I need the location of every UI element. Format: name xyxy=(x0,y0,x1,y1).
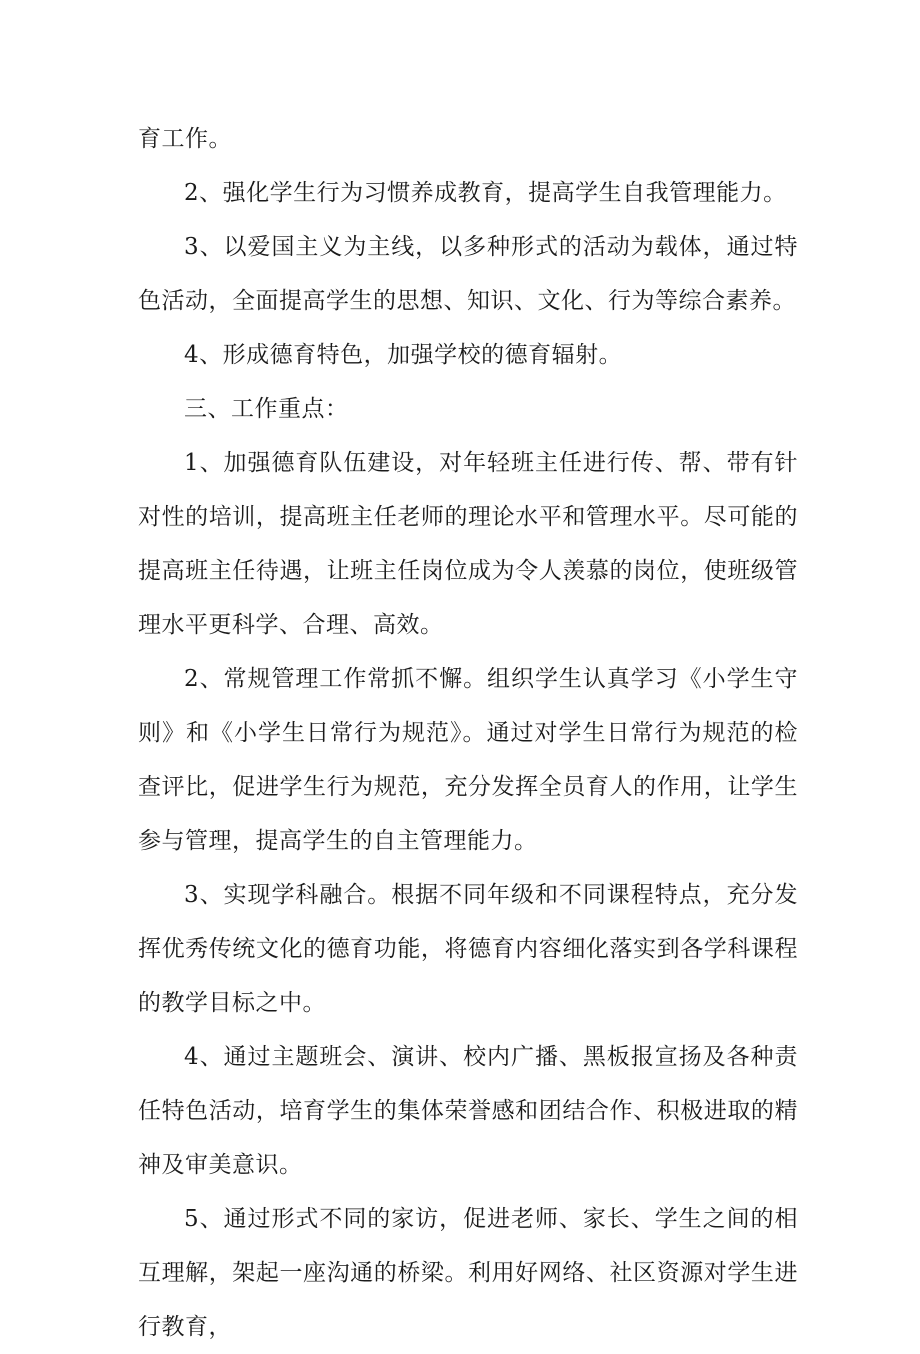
section-heading-work-focus: 三、工作重点： xyxy=(184,396,349,422)
paragraph-focus-5: 5、通过形式不同的家访，促进老师、家长、学生之间的相互理解，架起一座沟通的桥梁。利用好网络、社区资源对学生进行教育， xyxy=(138,1206,798,1340)
paragraph-focus-1: 1、加强德育队伍建设，对年轻班主任进行传、帮、带有针对性的培训，提高班主任老师的理论水平和管理水平。尽可能的提高班主任待遇，让班主任岗位成为令人羡慕的岗位，使班级管理水平更科学、合理、高效。 xyxy=(138,450,798,638)
paragraph-goal-3: 3、以爱国主义为主线，以多种形式的活动为载体，通过特色活动，全面提高学生的思想、知识、文化、行为等综合素养。 xyxy=(138,234,798,314)
paragraph-goal-4: 4、形成德育特色，加强学校的德育辐射。 xyxy=(184,342,623,368)
paragraph-goal-2: 2、强化学生行为习惯养成教育，提高学生自我管理能力。 xyxy=(184,180,787,206)
paragraph-focus-3: 3、实现学科融合。根据不同年级和不同课程特点，充分发挥优秀传统文化的德育功能，将德育内容细化落实到各学科课程的教学目标之中。 xyxy=(138,882,798,1016)
paragraph-focus-2: 2、常规管理工作常抓不懈。组织学生认真学习《小学生守则》和《小学生日常行为规范》。通过对学生日常行为规范的检查评比，促进学生行为规范，充分发挥全员育人的作用，让学生参与管理，提高学生的自主管理能力。 xyxy=(138,666,798,854)
document-body xyxy=(138,112,798,1354)
paragraph-continuation: 育工作。 xyxy=(138,126,232,152)
paragraph-focus-4: 4、通过主题班会、演讲、校内广播、黑板报宣扬及各种责任特色活动，培育学生的集体荣誉感和团结合作、积极进取的精神及审美意识。 xyxy=(138,1044,798,1178)
